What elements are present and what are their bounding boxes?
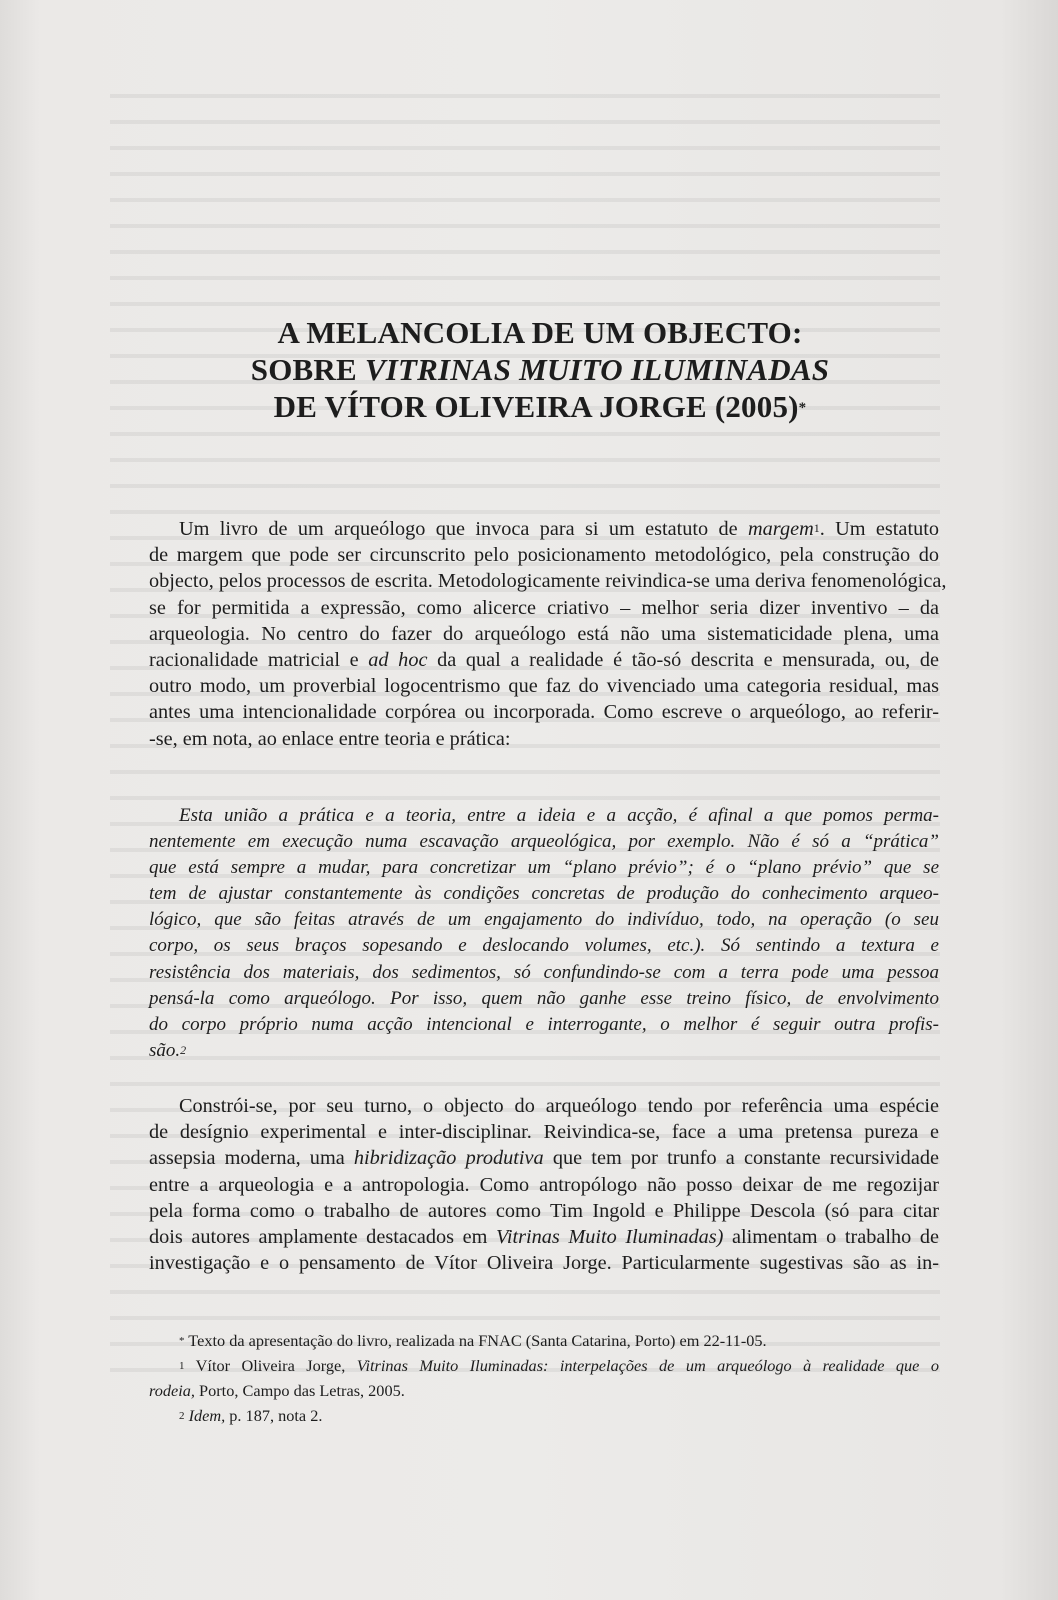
p3-line: de desígnio experimental e inter-disciplinar. Reivindica-se, face a uma pretensa pureza e: [149, 1121, 939, 1144]
quote-line: que está sempre a mudar, para concretizar um “plano prévio”; é o “plano prévio” que se: [149, 857, 939, 879]
footnote-star: * Texto da apresentação do livro, realizada na FNAC (Santa Catarina, Porto) em 22-11-05.: [179, 1331, 767, 1350]
title-book-name: VITRINAS MUITO ILUMINADAS: [364, 352, 830, 387]
p1-line: de margem que pode ser circunscrito pelo posicionamento metodológico, pela construção do: [149, 544, 939, 567]
quote-line: lógico, que são feitas através de um engajamento do indivíduo, todo, na operação (o seu: [149, 909, 939, 931]
p1-line: Um livro de um arqueólogo que invoca para si um estatuto de margem$^1$. Um estatuto: [179, 518, 939, 540]
p3-line: dois autores amplamente destacados em Vitrinas Muito Iluminadas) alimentam o trabalho de: [149, 1226, 939, 1249]
quote-line: pensá-la como arqueólogo. Por isso, quem não ganhe esse treino físico, de envolvimento: [149, 987, 939, 1009]
title-line-3: DE VÍTOR OLIVEIRA JORGE (2005)*: [273, 389, 807, 424]
quote-line: corpo, os seus braços sopesando e deslocando volumes, etc.). Só sentindo a textura e: [149, 935, 939, 957]
footnote-ref-1: 1: [813, 521, 820, 535]
footnote-2: $^2$ Idem, p. 187, nota 2.: [179, 1406, 323, 1425]
paragraph-3: [149, 1093, 939, 1276]
p1-line: -se, em nota, ao enlace entre teoria e prática:: [149, 727, 511, 750]
p1-line: se for permitida a expressão, como alicerce criativo – melhor seria dizer inventivo – da: [149, 596, 939, 619]
chapter-title: [150, 314, 930, 425]
block-quote: [149, 803, 939, 1064]
p3-line: pela forma como o trabalho de autores como Tim Ingold e Philippe Descola (só para citar: [149, 1199, 939, 1222]
quote-line: são.$^2$: [149, 1039, 187, 1061]
p1-line: arqueologia. No centro do fazer do arqueólogo está não uma sistematicidade plena, uma: [149, 622, 939, 645]
title-footnote-mark: *: [798, 400, 807, 416]
quote-line: resistência dos materiais, dos sedimentos, só confundindo-se com a terra pode uma pessoa: [149, 961, 939, 983]
paragraph-1: [149, 516, 947, 752]
quote-line: nentemente em execução numa escavação arqueológica, por exemplo. Não é só a “prática”: [149, 831, 939, 853]
p3-line: investigação e o pensamento de Vítor Oliveira Jorge. Particularmente sugestivas são as in-: [149, 1252, 939, 1275]
p3-line: assepsia moderna, uma hibridização produtiva que tem por trunfo a constante recursividade: [149, 1147, 939, 1170]
footnote-1-cont: rodeia, Porto, Campo das Letras, 2005.: [149, 1381, 405, 1400]
quote-line: tem de ajustar constantemente às condições concretas de produção do conhecimento arqueo-: [149, 883, 939, 905]
title-line-1: A MELANCOLIA DE UM OBJECTO:: [277, 315, 803, 350]
footnotes: [149, 1328, 939, 1428]
footnote-1: $^1$ Vítor Oliveira Jorge, Vitrinas Muito Iluminadas: interpelações de um arqueólogo à realidade que o: [179, 1356, 939, 1375]
p3-line: entre a arqueologia e a antropologia. Como antropólogo não posso deixar de me regozijar: [149, 1173, 939, 1196]
title-line-2: SOBRE VITRINAS MUITO ILUMINADAS: [250, 352, 830, 387]
p1-line: racionalidade matricial e ad hoc da qual a realidade é tão-só descrita e mensurada, ou, de: [149, 649, 939, 672]
quote-line: do corpo próprio numa acção intencional e interrogante, o melhor é seguir outra profis-: [149, 1013, 939, 1035]
p1-line: antes uma intencionalidade corpórea ou incorporada. Como escreve o arqueólogo, ao referir-: [149, 701, 939, 724]
quote-line: Esta união a prática e a teoria, entre a ideia e a acção, é afinal a que pomos perma-: [179, 805, 939, 826]
p1-line: objecto, pelos processos de escrita. Metodologicamente reivindica-se uma deriva fenomenológica,: [149, 570, 947, 593]
footnote-ref-2: 2: [180, 1042, 187, 1057]
p3-line: Constrói-se, por seu turno, o objecto do arqueólogo tendo por referência uma espécie: [179, 1095, 939, 1117]
p1-line: outro modo, um proverbial logocentrismo que faz do vivenciado uma categoria residual, mas: [149, 675, 939, 698]
